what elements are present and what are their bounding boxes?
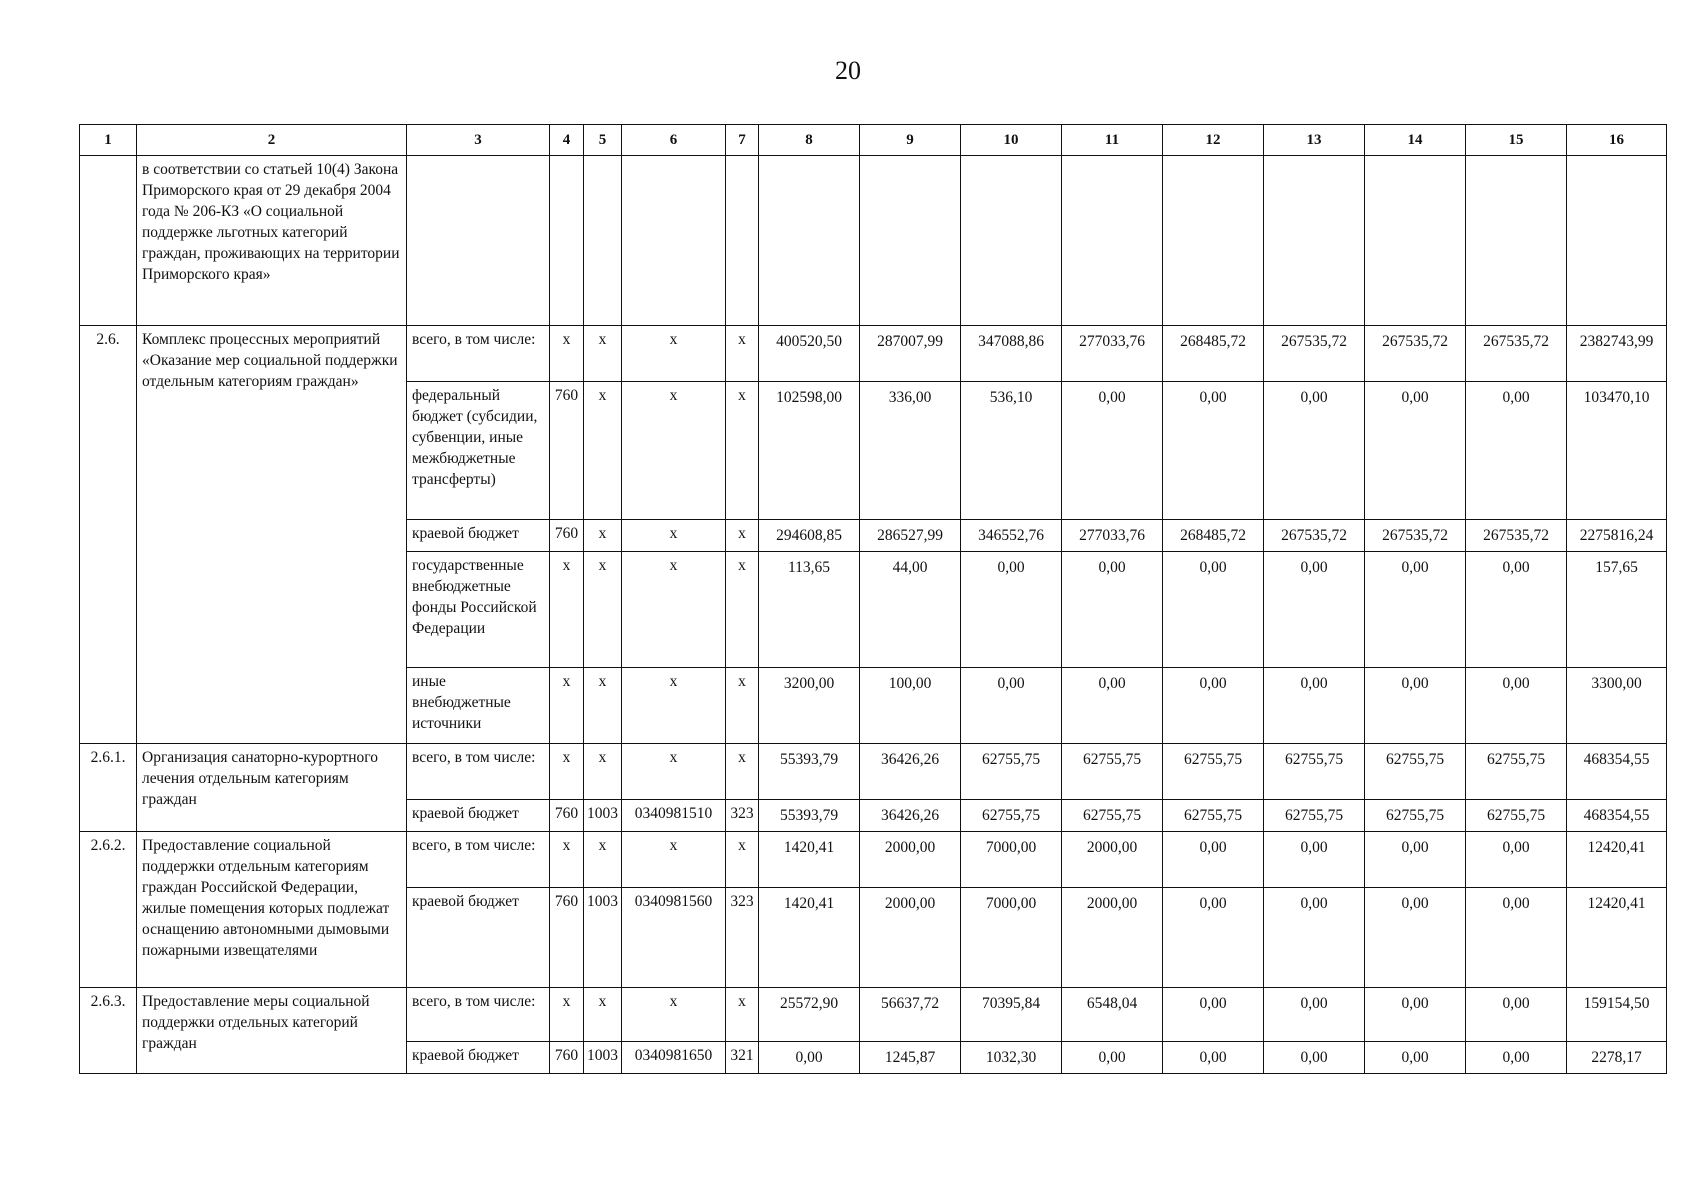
code-cell: 760: [550, 1042, 584, 1074]
code-cell: x: [550, 552, 584, 668]
table-body: [80, 156, 1667, 1074]
col-header: 16: [1567, 125, 1667, 156]
code-cell: 323: [726, 888, 759, 988]
value-cell: 268485,72: [1163, 326, 1264, 382]
code-cell: x: [584, 832, 622, 888]
col-header: 15: [1466, 125, 1567, 156]
value-cell: 0,00: [1163, 552, 1264, 668]
value-cell: 0,00: [1365, 552, 1466, 668]
table-row: [80, 988, 1667, 1042]
funding-source-cell: краевой бюджет: [407, 800, 550, 832]
budget-table: [79, 124, 1667, 1074]
empty-cell: [584, 156, 622, 326]
value-cell: 7000,00: [961, 888, 1062, 988]
value-cell: 0,00: [1264, 888, 1365, 988]
value-cell: 0,00: [1365, 832, 1466, 888]
value-cell: 2275816,24: [1567, 520, 1667, 552]
col-header: 13: [1264, 125, 1365, 156]
value-cell: 267535,72: [1466, 326, 1567, 382]
value-cell: 7000,00: [961, 832, 1062, 888]
code-cell: 1003: [584, 888, 622, 988]
code-cell: 760: [550, 382, 584, 520]
value-cell: 468354,55: [1567, 744, 1667, 800]
value-cell: 2000,00: [860, 832, 961, 888]
funding-source-cell: краевой бюджет: [407, 520, 550, 552]
value-cell: 62755,75: [1365, 744, 1466, 800]
table-row: [80, 744, 1667, 800]
value-cell: 62755,75: [1264, 744, 1365, 800]
item-number-cell: [80, 156, 137, 326]
value-cell: 0,00: [1466, 832, 1567, 888]
value-cell: 62755,75: [961, 744, 1062, 800]
code-cell: x: [550, 988, 584, 1042]
value-cell: 3200,00: [759, 668, 860, 744]
value-cell: 113,65: [759, 552, 860, 668]
code-cell: 1003: [584, 1042, 622, 1074]
value-cell: 277033,76: [1062, 520, 1163, 552]
value-cell: 25572,90: [759, 988, 860, 1042]
value-cell: 0,00: [1264, 668, 1365, 744]
code-cell: x: [622, 744, 726, 800]
value-cell: 0,00: [1264, 832, 1365, 888]
page-number: 20: [835, 56, 861, 85]
value-cell: 2000,00: [1062, 888, 1163, 988]
code-cell: x: [622, 326, 726, 382]
code-cell: x: [584, 552, 622, 668]
funding-source-cell: краевой бюджет: [407, 888, 550, 988]
code-cell: x: [726, 832, 759, 888]
value-cell: 62755,75: [1365, 800, 1466, 832]
table-row: [80, 326, 1667, 382]
col-header: 5: [584, 125, 622, 156]
value-cell: 1420,41: [759, 888, 860, 988]
value-cell: 62755,75: [1062, 744, 1163, 800]
code-cell: 760: [550, 520, 584, 552]
code-cell: x: [584, 988, 622, 1042]
col-header: 8: [759, 125, 860, 156]
code-cell: x: [726, 988, 759, 1042]
empty-cell: [1466, 156, 1567, 326]
empty-cell: [622, 156, 726, 326]
code-cell: x: [726, 552, 759, 668]
value-cell: 0,00: [1163, 668, 1264, 744]
item-name-cell: Предоставление социальной поддержки отдельным категориям граждан Российской Федерации, жилые помещения которых подлежат оснащению автономными дымовыми пожарными извещателями: [137, 832, 407, 988]
funding-source-cell: всего, в том числе:: [407, 326, 550, 382]
value-cell: 62755,75: [1466, 744, 1567, 800]
value-cell: 0,00: [1264, 988, 1365, 1042]
value-cell: 0,00: [961, 552, 1062, 668]
value-cell: 70395,84: [961, 988, 1062, 1042]
empty-cell: [1365, 156, 1466, 326]
col-header: 4: [550, 125, 584, 156]
code-cell: x: [550, 832, 584, 888]
value-cell: 103470,10: [1567, 382, 1667, 520]
item-number-cell: 2.6.2.: [80, 832, 137, 988]
col-header: 9: [860, 125, 961, 156]
code-cell: x: [726, 744, 759, 800]
value-cell: 100,00: [860, 668, 961, 744]
value-cell: 36426,26: [860, 744, 961, 800]
code-cell: 0340981510: [622, 800, 726, 832]
col-header: 2: [137, 125, 407, 156]
code-cell: 0340981560: [622, 888, 726, 988]
value-cell: 55393,79: [759, 800, 860, 832]
empty-cell: [1567, 156, 1667, 326]
code-cell: x: [550, 744, 584, 800]
value-cell: 0,00: [1163, 382, 1264, 520]
value-cell: 0,00: [1466, 382, 1567, 520]
value-cell: 62755,75: [1163, 744, 1264, 800]
value-cell: 0,00: [1163, 1042, 1264, 1074]
value-cell: 1032,30: [961, 1042, 1062, 1074]
value-cell: 0,00: [1466, 552, 1567, 668]
value-cell: 44,00: [860, 552, 961, 668]
code-cell: x: [622, 988, 726, 1042]
code-cell: x: [584, 326, 622, 382]
value-cell: 346552,76: [961, 520, 1062, 552]
code-cell: x: [622, 552, 726, 668]
value-cell: 267535,72: [1264, 520, 1365, 552]
value-cell: 0,00: [1062, 1042, 1163, 1074]
value-cell: 268485,72: [1163, 520, 1264, 552]
value-cell: 2000,00: [1062, 832, 1163, 888]
funding-source-cell: всего, в том числе:: [407, 988, 550, 1042]
header-row: [80, 125, 1667, 156]
value-cell: 36426,26: [860, 800, 961, 832]
continuation-text: в соответствии со статьей 10(4) Закона Приморского края от 29 декабря 2004 года № 206-КЗ «О социальной поддержке льготных категорий граждан, проживающих на территории Приморского края»: [137, 156, 407, 326]
code-cell: x: [584, 744, 622, 800]
col-header: 3: [407, 125, 550, 156]
value-cell: 347088,86: [961, 326, 1062, 382]
value-cell: 2382743,99: [1567, 326, 1667, 382]
value-cell: 400520,50: [759, 326, 860, 382]
value-cell: 336,00: [860, 382, 961, 520]
value-cell: 0,00: [1264, 382, 1365, 520]
col-header: 7: [726, 125, 759, 156]
value-cell: 6548,04: [1062, 988, 1163, 1042]
item-number-cell: 2.6.: [80, 326, 137, 744]
empty-cell: [726, 156, 759, 326]
item-name-cell: Организация санаторно-курортного лечения отдельным категориям граждан: [137, 744, 407, 832]
code-cell: 0340981650: [622, 1042, 726, 1074]
value-cell: 267535,72: [1264, 326, 1365, 382]
code-cell: x: [726, 326, 759, 382]
value-cell: 0,00: [1062, 382, 1163, 520]
empty-cell: [759, 156, 860, 326]
col-header: 11: [1062, 125, 1163, 156]
table-row: [80, 156, 1667, 326]
code-cell: x: [726, 520, 759, 552]
code-cell: x: [622, 832, 726, 888]
code-cell: x: [726, 382, 759, 520]
code-cell: x: [584, 520, 622, 552]
item-name-cell: Предоставление меры социальной поддержки отдельных категорий граждан: [137, 988, 407, 1074]
value-cell: 294608,85: [759, 520, 860, 552]
value-cell: 0,00: [961, 668, 1062, 744]
value-cell: 0,00: [1466, 888, 1567, 988]
value-cell: 62755,75: [1062, 800, 1163, 832]
table-row: [80, 832, 1667, 888]
empty-cell: [961, 156, 1062, 326]
value-cell: 2278,17: [1567, 1042, 1667, 1074]
value-cell: 277033,76: [1062, 326, 1163, 382]
value-cell: 0,00: [1365, 988, 1466, 1042]
value-cell: 0,00: [1466, 988, 1567, 1042]
empty-cell: [1163, 156, 1264, 326]
value-cell: 0,00: [1163, 988, 1264, 1042]
value-cell: 62755,75: [1466, 800, 1567, 832]
value-cell: 536,10: [961, 382, 1062, 520]
code-cell: x: [584, 382, 622, 520]
value-cell: 0,00: [1062, 552, 1163, 668]
code-cell: 760: [550, 800, 584, 832]
value-cell: 62755,75: [1163, 800, 1264, 832]
value-cell: 2000,00: [860, 888, 961, 988]
value-cell: 1245,87: [860, 1042, 961, 1074]
value-cell: 0,00: [1365, 382, 1466, 520]
code-cell: x: [622, 668, 726, 744]
value-cell: 62755,75: [961, 800, 1062, 832]
value-cell: 12420,41: [1567, 888, 1667, 988]
value-cell: 0,00: [759, 1042, 860, 1074]
funding-source-cell: всего, в том числе:: [407, 832, 550, 888]
funding-source-cell: государственные внебюджетные фонды Российской Федерации: [407, 552, 550, 668]
value-cell: 56637,72: [860, 988, 961, 1042]
value-cell: 287007,99: [860, 326, 961, 382]
code-cell: 1003: [584, 800, 622, 832]
empty-cell: [860, 156, 961, 326]
code-cell: x: [622, 520, 726, 552]
value-cell: 3300,00: [1567, 668, 1667, 744]
value-cell: 102598,00: [759, 382, 860, 520]
funding-source-cell: иные внебюджетные источники: [407, 668, 550, 744]
value-cell: 55393,79: [759, 744, 860, 800]
col-header: 6: [622, 125, 726, 156]
value-cell: 0,00: [1365, 888, 1466, 988]
value-cell: 0,00: [1163, 888, 1264, 988]
value-cell: 0,00: [1264, 1042, 1365, 1074]
value-cell: 157,65: [1567, 552, 1667, 668]
code-cell: x: [584, 668, 622, 744]
col-header: 10: [961, 125, 1062, 156]
value-cell: 0,00: [1365, 668, 1466, 744]
empty-cell: [550, 156, 584, 326]
item-number-cell: 2.6.3.: [80, 988, 137, 1074]
code-cell: x: [726, 668, 759, 744]
value-cell: 62755,75: [1264, 800, 1365, 832]
value-cell: 286527,99: [860, 520, 961, 552]
col-header: 14: [1365, 125, 1466, 156]
empty-cell: [1062, 156, 1163, 326]
code-cell: 760: [550, 888, 584, 988]
value-cell: 12420,41: [1567, 832, 1667, 888]
value-cell: 0,00: [1466, 1042, 1567, 1074]
value-cell: 0,00: [1264, 552, 1365, 668]
value-cell: 267535,72: [1466, 520, 1567, 552]
code-cell: x: [550, 668, 584, 744]
empty-cell: [407, 156, 550, 326]
value-cell: 1420,41: [759, 832, 860, 888]
funding-source-cell: федеральный бюджет (субсидии, субвенции, иные межбюджетные трансферты): [407, 382, 550, 520]
value-cell: 468354,55: [1567, 800, 1667, 832]
item-number-cell: 2.6.1.: [80, 744, 137, 832]
code-cell: 321: [726, 1042, 759, 1074]
code-cell: 323: [726, 800, 759, 832]
code-cell: x: [622, 382, 726, 520]
value-cell: 0,00: [1062, 668, 1163, 744]
value-cell: 267535,72: [1365, 520, 1466, 552]
col-header: 1: [80, 125, 137, 156]
value-cell: 0,00: [1163, 832, 1264, 888]
item-name-cell: Комплекс процессных мероприятий «Оказание мер социальной поддержки отдельным категориям граждан»: [137, 326, 407, 744]
value-cell: 0,00: [1466, 668, 1567, 744]
value-cell: 0,00: [1365, 1042, 1466, 1074]
funding-source-cell: краевой бюджет: [407, 1042, 550, 1074]
empty-cell: [1264, 156, 1365, 326]
col-header: 12: [1163, 125, 1264, 156]
value-cell: 267535,72: [1365, 326, 1466, 382]
value-cell: 159154,50: [1567, 988, 1667, 1042]
funding-source-cell: всего, в том числе:: [407, 744, 550, 800]
code-cell: x: [550, 326, 584, 382]
